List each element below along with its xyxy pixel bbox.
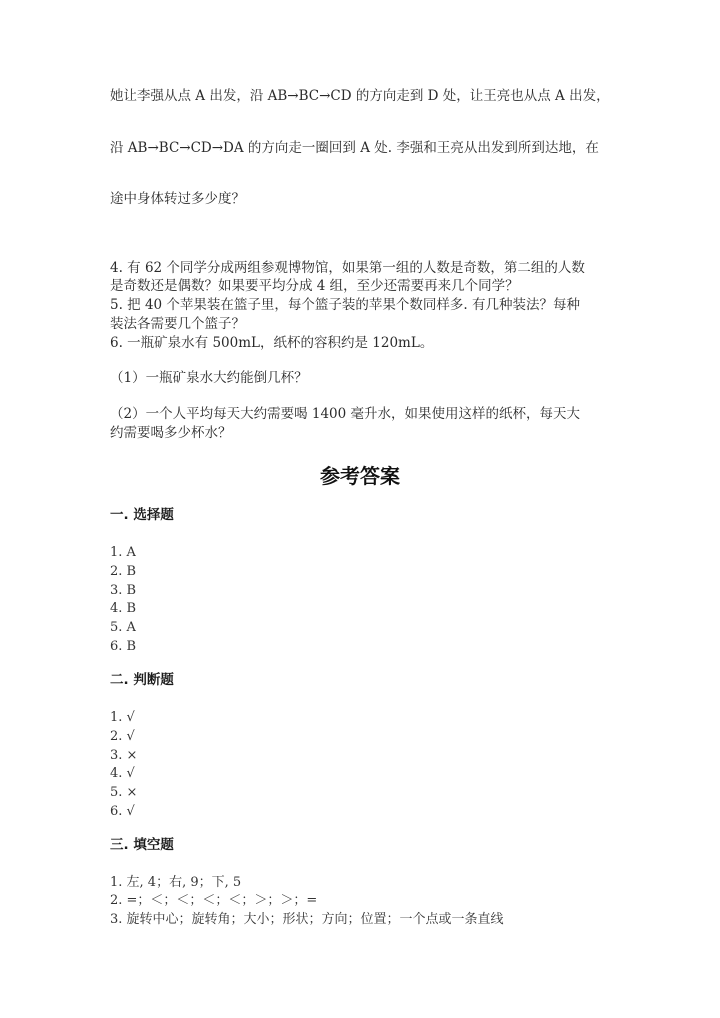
problem5-line-2: 装法各需要几个篮子？ xyxy=(110,316,245,332)
section-heading-judgement: 二. 判断题 xyxy=(110,672,174,688)
problem5-line-1: 5. 把 40 个苹果装在篮子里，每个篮子装的苹果个数同样多. 有几种装法？每种 xyxy=(110,297,581,313)
choice-answer-4: 4. B xyxy=(110,601,137,616)
section-heading-choice: 一. 选择题 xyxy=(110,507,174,523)
fill-blank-answer-3: 3. 旋转中心；旋转角；大小；形状；方向；位置；一个点或一条直线 xyxy=(110,912,504,927)
judgement-answer-1: 1. √ xyxy=(110,710,135,725)
problem3-line-2: 沿 AB→BC→CD→DA 的方向走一圈回到 A 处. 李强和王亮从出发到所到达地，在 xyxy=(110,140,599,156)
choice-answer-6: 6. B xyxy=(110,639,137,654)
problem6-sub1: （1）一瓶矿泉水大约能倒几杯？ xyxy=(110,370,308,386)
problem6-sub2-line-2: 约需要喝多少杯水？ xyxy=(110,425,232,441)
section-heading-fill-blank: 三. 填空题 xyxy=(110,837,174,853)
fill-blank-answer-1: 1. 左, 4；右, 9；下, 5 xyxy=(110,875,242,890)
choice-answer-3: 3. B xyxy=(110,583,137,598)
judgement-answer-6: 6. √ xyxy=(110,804,135,819)
answer-key-title: 参考答案 xyxy=(320,464,400,488)
problem4-line-1: 4. 有 62 个同学分成两组参观博物馆，如果第一组的人数是奇数，第二组的人数 xyxy=(110,260,585,276)
problem6-sub2-line-1: （2）一个人平均每天大约需要喝 1400 毫升水，如果使用这样的纸杯，每天大 xyxy=(110,406,581,422)
problem4-line-2: 是奇数还是偶数？如果要平均分成 4 组，至少还需要再来几个同学？ xyxy=(110,278,519,294)
judgement-answer-4: 4. √ xyxy=(110,766,135,781)
judgement-answer-2: 2. √ xyxy=(110,729,135,744)
judgement-answer-5: 5. × xyxy=(110,785,138,800)
problem3-line-3: 途中身体转过多少度？ xyxy=(110,191,245,207)
choice-answer-1: 1. A xyxy=(110,545,136,560)
choice-answer-2: 2. B xyxy=(110,564,137,579)
problem6-stem: 6. 一瓶矿泉水有 500mL，纸杯的容积约是 120mL。 xyxy=(110,335,434,351)
choice-answer-5: 5. A xyxy=(110,620,136,635)
judgement-answer-3: 3. × xyxy=(110,748,138,763)
fill-blank-answer-2: 2. =；＜；＜；＜；＜；＞；＞；= xyxy=(110,893,318,908)
problem3-line-1: 她让李强从点 A 出发，沿 AB→BC→CD 的方向走到 D 处，让王亮也从点 A 出发， xyxy=(110,88,610,104)
